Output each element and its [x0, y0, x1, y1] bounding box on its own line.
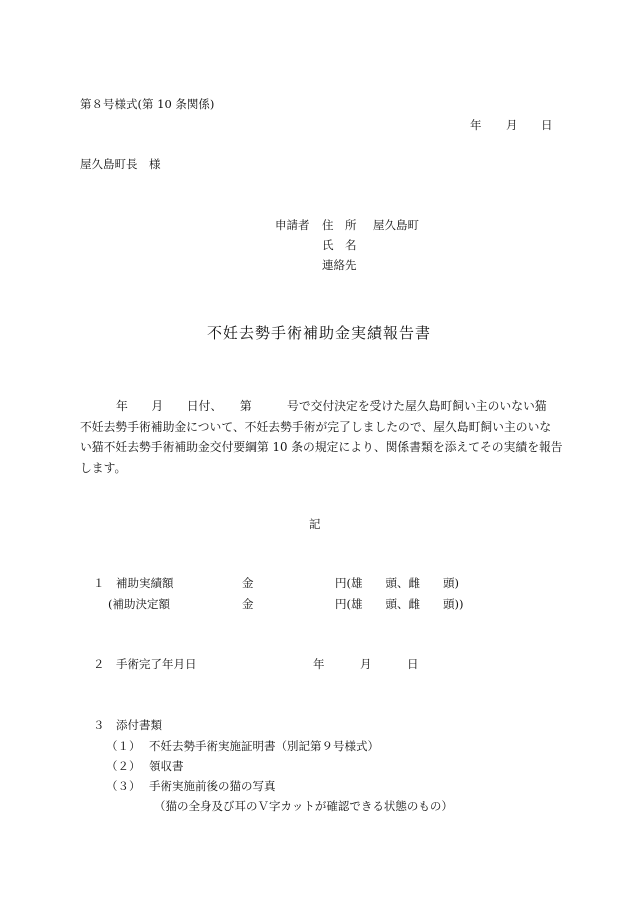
- attachment-3-number: （３）: [106, 779, 141, 793]
- item1-label: 補助実績額: [116, 576, 174, 590]
- date-month: 月: [506, 118, 518, 132]
- attachment-note: （猫の全身及び耳のＶ字カットが確認できる状態のもの）: [154, 799, 453, 813]
- item2-year: 年: [313, 657, 325, 671]
- attachment-2-text: 領収書: [149, 759, 184, 773]
- item1-sub-label: (補助決定額: [108, 597, 170, 611]
- item3-label: 添付書類: [116, 718, 162, 732]
- applicant-label: 申請者: [275, 218, 310, 232]
- item1-kin: 金: [242, 576, 254, 590]
- date-day: 日: [541, 118, 553, 132]
- item2-number: ２: [93, 657, 105, 671]
- attachment-1-number: （１）: [106, 739, 141, 753]
- attachment-1-text: 不妊去勢手術実施証明書（別記第９号様式）: [149, 739, 379, 753]
- address-label: 住 所: [322, 218, 357, 232]
- contact-label: 連絡先: [322, 258, 357, 272]
- item1-sub-kin: 金: [242, 597, 254, 611]
- attachment-2-number: （２）: [106, 759, 141, 773]
- item2-day: 日: [407, 657, 419, 671]
- item1-detail: 円(雄 頭、雌 頭): [335, 576, 459, 590]
- ki-heading: 記: [309, 517, 321, 531]
- body-line-4: します。: [80, 460, 127, 475]
- item1-sub-detail: 円(雄 頭、雌 頭)): [335, 597, 464, 611]
- attachment-3-text: 手術実施前後の猫の写真: [149, 779, 276, 793]
- addressee: 屋久島町長 様: [80, 157, 161, 171]
- body-line-1: 年 月 日付、 第 号で交付決定を受けた屋久島町飼い主のいない猫: [116, 399, 547, 413]
- item2-label: 手術完了年月日: [116, 657, 197, 671]
- item1-number: １: [93, 576, 105, 590]
- date-year: 年: [470, 118, 482, 132]
- item2-month: 月: [360, 657, 372, 671]
- body-line-2: 不妊去勢手術補助金について、不妊去勢手術が完了しましたので、屋久島町飼い主のいな: [80, 419, 552, 434]
- document-title: 不妊去勢手術補助金実績報告書: [207, 324, 432, 342]
- form-number: 第８号様式(第 10 条関係): [80, 97, 215, 111]
- address-value: 屋久島町: [373, 218, 419, 232]
- name-label: 氏 名: [322, 238, 357, 252]
- body-line-3: い猫不妊去勢手術補助金交付要綱第 10 条の規定により、関係書類を添えてその実績を報告: [80, 440, 563, 454]
- report-body: [80, 396, 563, 478]
- item3-number: ３: [93, 718, 105, 732]
